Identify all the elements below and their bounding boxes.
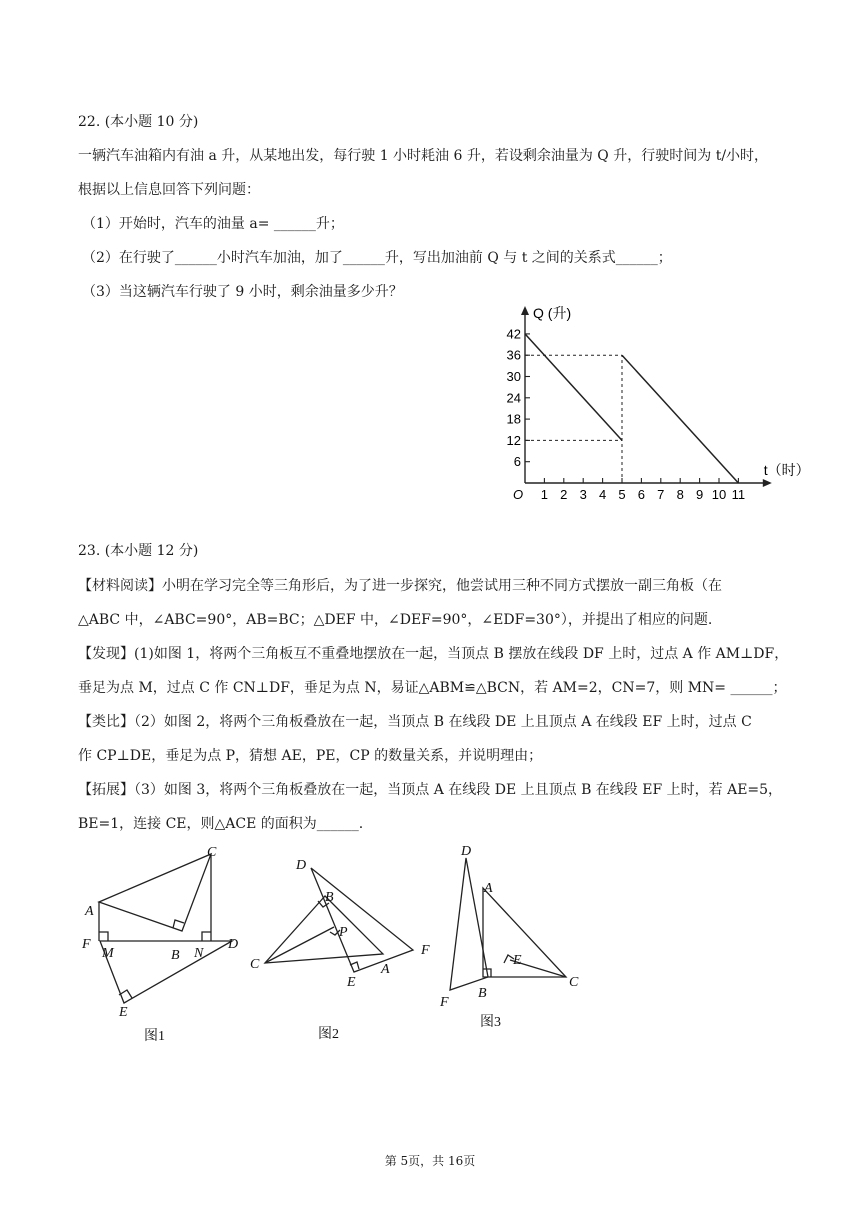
q23-reading-line-1 <box>78 577 722 595</box>
fig1-label-e: E <box>119 1005 128 1020</box>
right-angle-n <box>202 932 211 941</box>
q22-header: 22. (本小题 10 分) <box>78 114 199 130</box>
page-footer: 第 5页，共 16页 <box>384 1154 476 1168</box>
y-tick-label: 18 <box>506 411 521 427</box>
fig1-caption: 图1 <box>144 1029 165 1044</box>
fig3-label-a: A <box>484 881 493 896</box>
triangle-def <box>311 868 413 972</box>
figure-2 <box>245 840 440 1045</box>
x-tick-label: 3 <box>579 487 587 502</box>
x-tick-label: 1 <box>540 487 549 502</box>
y-axis-label: Q (升) <box>533 305 572 321</box>
y-tick-label: 36 <box>506 347 521 363</box>
q22-stem-line-2: 根据以上信息回答下列问题： <box>78 182 260 198</box>
x-tick-label: 5 <box>618 487 626 502</box>
x-tick-label: 8 <box>676 487 684 502</box>
fig3-label-b: B <box>478 986 487 1001</box>
x-tick-label: 4 <box>598 487 607 502</box>
q22-stem-line-1: 一辆汽车油箱内有油 a 升，从某地出发，每行驶 1 小时耗油 6 升，若设剩余油量为 Q 升，行驶时间为 t/小时， <box>78 148 769 164</box>
x-tick-label: 9 <box>695 487 704 502</box>
fuel-series-line <box>622 355 738 483</box>
fuel-chart <box>490 300 810 510</box>
q23-find-line-1 <box>78 645 788 663</box>
y-tick-label: 24 <box>506 390 521 406</box>
find-text-1: (1)如图 1，将两个三角板互不重叠地摆放在一起，当顶点 B 摆放在线段 DF 上时，过点 A 作 AM⊥DF， <box>134 646 789 662</box>
fig1-label-c: C <box>207 845 217 860</box>
reading-text-1: 小明在学习完全等三角形后，为了进一步探究，他尝试用三种不同方式摆放一副三角板（在 <box>162 578 722 594</box>
right-angle-b <box>173 920 184 928</box>
fig2-label-f: F <box>421 943 430 958</box>
fig2-label-b: B <box>325 890 334 905</box>
q22-part-3: （3）当这辆汽车行驶了 9 小时，剩余油量多少升？ <box>82 284 403 300</box>
fig3-label-e: E <box>513 953 522 968</box>
reading-tag: 【材料阅读】 <box>78 578 162 594</box>
y-tick-label: 30 <box>506 369 521 384</box>
y-tick-label: 6 <box>513 454 521 470</box>
right-angle-m <box>99 932 108 941</box>
q23-find-line-2: 垂足为点 M，过点 C 作 CN⊥DF，垂足为点 N，易证△ABM≌△BCN，若 AM=2，CN=7，则 MN= ______； <box>78 680 787 696</box>
fig2-label-d: D <box>296 858 307 873</box>
fig2-label-e: E <box>347 975 356 990</box>
x-tick-label: 7 <box>657 487 665 502</box>
fig2-label-c: C <box>250 957 260 972</box>
triangle-def <box>450 858 488 990</box>
fig1-label-n: N <box>194 946 204 961</box>
fig1-label-m: M <box>102 946 114 961</box>
x-axis-label: t（时） <box>763 462 810 478</box>
q23-reading-line-2: △ABC 中，∠ABC=90°，AB=BC；△DEF 中，∠DEF=90°，∠EDF=30°），并提出了相应的问题. <box>78 612 713 628</box>
x-tick-label: 11 <box>731 487 746 502</box>
find-tag: 【发现】 <box>78 646 134 662</box>
analogy-tag: 【类比】 <box>78 714 134 730</box>
triangle-def <box>100 941 232 1003</box>
extend-tag: 【拓展】 <box>78 782 134 798</box>
figure-3 <box>430 840 600 1045</box>
fig2-caption: 图2 <box>318 1027 339 1042</box>
x-tick-label: 2 <box>560 487 568 502</box>
y-tick-label: 42 <box>506 326 521 342</box>
fig1-label-d: D <box>228 937 239 952</box>
fig1-label-b: B <box>171 948 180 963</box>
y-axis-arrow <box>521 306 529 315</box>
extend-text-1: （3）如图 3，将两个三角板叠放在一起，当顶点 A 在线段 DE 上且顶点 B 在线段 EF 上时，若 AE=5， <box>134 782 783 798</box>
fuel-series-line <box>525 334 622 441</box>
x-tick-label: 6 <box>637 487 646 502</box>
fig2-label-p: P <box>339 925 348 940</box>
figure-1 <box>76 840 256 1045</box>
q23-analogy-line-2: 作 CP⊥DE，垂足为点 P，猜想 AE，PE，CP 的数量关系，并说明理由； <box>78 748 543 764</box>
analogy-text-1: （2）如图 2，将两个三角板叠放在一起，当顶点 B 在线段 DE 上且顶点 A 在线段 EF 上时，过点 C <box>134 714 752 730</box>
fig2-label-a: A <box>381 962 390 977</box>
q22-part-2: （2）在行驶了______小时汽车加油，加了______升，写出加油前 Q 与 t 之间的关系式______； <box>82 250 672 266</box>
fig3-label-d: D <box>461 844 472 859</box>
q23-header: 23. (本小题 12 分) <box>78 543 199 559</box>
fig3-caption: 图3 <box>480 1015 501 1030</box>
fig3-label-f: F <box>440 995 449 1010</box>
y-tick-label: 12 <box>506 432 521 448</box>
x-tick-label: 10 <box>711 487 727 502</box>
q23-analogy-line-1 <box>78 713 752 731</box>
triangle-abc <box>99 854 211 931</box>
fig1-label-f: F <box>82 937 91 952</box>
q23-extend-line-1 <box>78 781 782 799</box>
origin-label: O <box>513 487 524 502</box>
fig3-label-c: C <box>569 975 579 990</box>
x-axis-arrow <box>763 479 772 487</box>
segment-cp <box>265 927 334 963</box>
q23-extend-line-2: BE=1，连接 CE，则△ACE 的面积为______. <box>78 816 364 832</box>
triangle-abc <box>483 888 566 977</box>
fig1-label-a: A <box>85 904 94 919</box>
q22-part-1: （1）开始时，汽车的油量 a= ______升； <box>82 216 344 232</box>
